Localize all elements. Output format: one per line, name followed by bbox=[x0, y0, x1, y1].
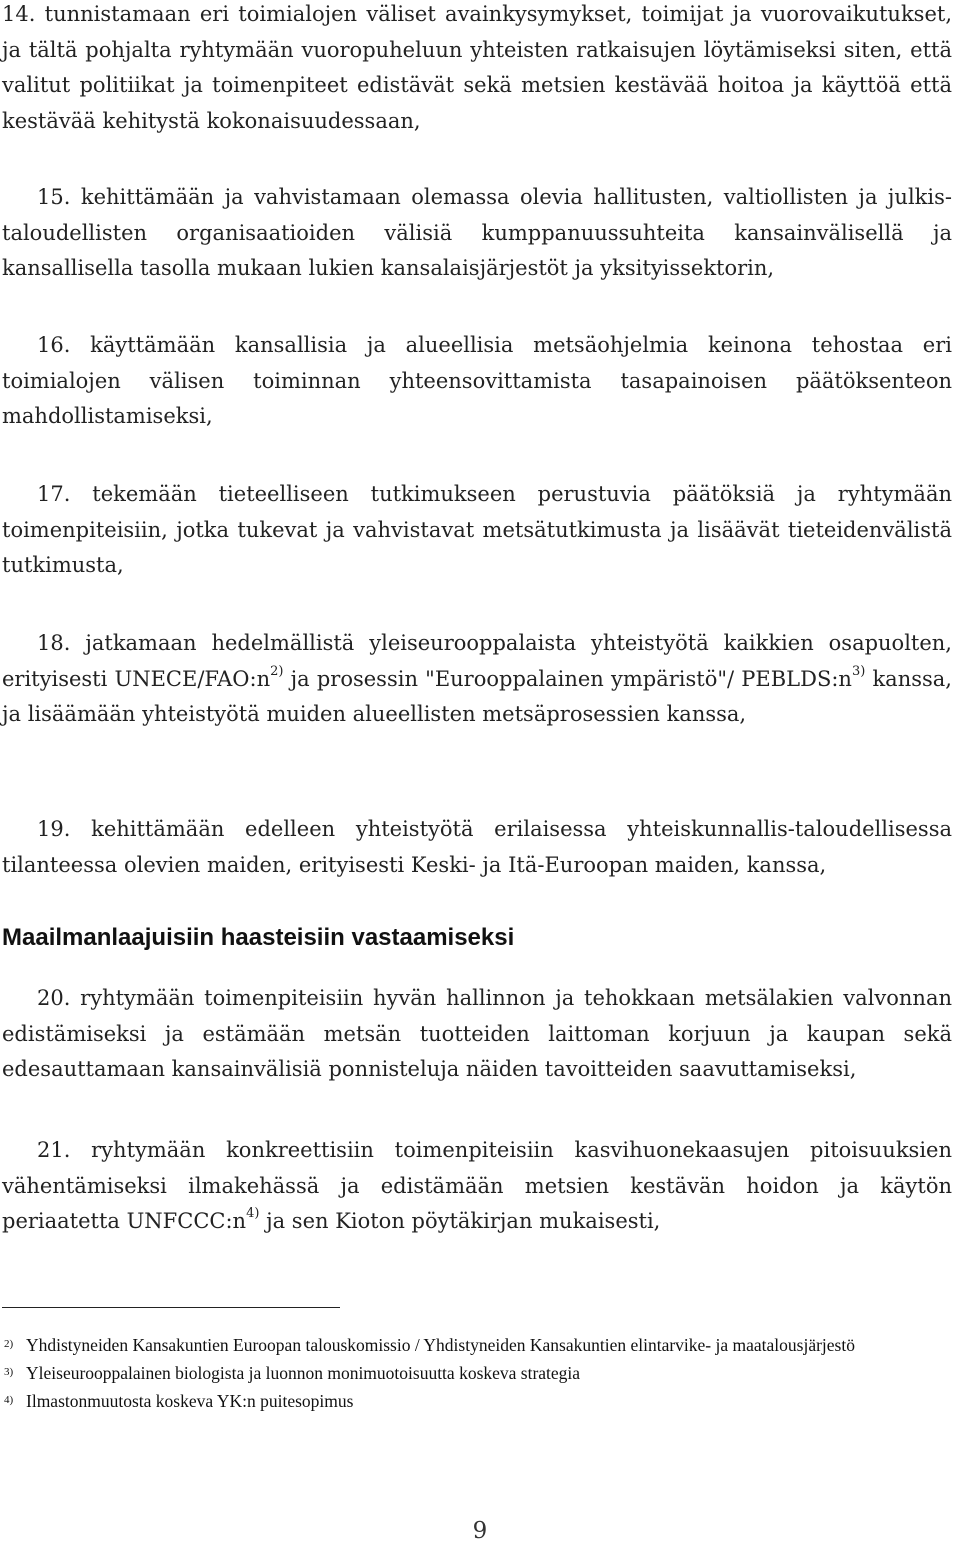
paragraph-text: jatkamaan hedelmällistä yleiseurooppalaista yhteistyötä kaikkien osapuolten, erityisesti UNECE/FAO:n bbox=[2, 631, 952, 691]
footnote-text: Ilmastonmuutosta koskeva YK:n puitesopimus bbox=[26, 1391, 354, 1411]
section-heading: Maailmanlaajuisiin haasteisiin vastaamiseksi bbox=[2, 924, 515, 951]
paragraph-text: ja sen Kioton pöytäkirjan mukaisesti, bbox=[259, 1209, 661, 1233]
footnote-text: Yhdistyneiden Kansakuntien Euroopan talouskomissio / Yhdistyneiden Kansakuntien elintarvike- ja maatalousjärjestö bbox=[26, 1335, 855, 1355]
footnote-mark: 4) bbox=[4, 1394, 14, 1406]
footnote-item bbox=[4, 1361, 958, 1389]
paragraph-number: 16. bbox=[37, 333, 71, 357]
footnote-reference: 3) bbox=[851, 663, 866, 679]
page-number: 9 bbox=[472, 1518, 488, 1544]
paragraph-text: kehittämään ja vahvistamaan olemassa olevia hallitusten, valtiollisten ja julkis-taloudellisten organisaatioiden välisiä kumppanuussuhteita kansainvälisellä ja kansallisella tasolla mukaan lukien kansalaisjärjestöt ja yksityissektorin, bbox=[2, 185, 952, 280]
footnote-reference: 2) bbox=[270, 663, 284, 679]
paragraph-text: ryhtymään konkreettisiin toimenpiteisiin kasvihuonekaasujen pitoisuuksien vähentämiseksi ilmakehässä ja edistämään metsien kestävän hoidon ja käytön periaatetta UNFCCC:n bbox=[2, 1138, 952, 1233]
paragraph-number: 20. bbox=[37, 986, 71, 1010]
paragraph-text: kehittämään edelleen yhteistyötä erilaisessa yhteiskunnallis-taloudellisessa tilanteessa olevien maiden, erityisesti Keski- ja Itä-Euroopan maiden, kanssa, bbox=[2, 817, 952, 877]
paragraph-text: tekemään tieteelliseen tutkimukseen perustuvia päätöksiä ja ryhtymään toimenpiteisiin, jotka tukevat ja vahvistavat metsätutkimusta ja lisäävät tieteidenvälistä tutkimusta, bbox=[2, 482, 952, 577]
footnote-reference: 4) bbox=[246, 1206, 260, 1221]
paragraph-14 bbox=[2, 0, 952, 139]
paragraph-21 bbox=[2, 1133, 952, 1240]
paragraph-number: 17. bbox=[37, 482, 71, 506]
paragraph-text: tunnistamaan eri toimialojen väliset avainkysymykset, toimijat ja vuorovaikutukset, ja tältä pohjalta ryhtymään vuoropuheluun yhteisten ratkaisujen löytämiseksi siten, että valitut politiikat ja toimenpiteet edistävät sekä metsien kestävää hoitoa ja käyttöä että kestävää kehitystä kokonaisuudessaan, bbox=[2, 2, 952, 133]
paragraph-number: 15. bbox=[37, 185, 71, 209]
paragraph-17 bbox=[2, 477, 952, 584]
paragraph-text: ryhtymään toimenpiteisiin hyvän hallinnon ja tehokkaan metsälakien valvonnan edistämiseksi ja estämään metsän tuotteiden laittoman korjuun ja kaupan sekä edesauttamaan kansainvälisiä ponnisteluja näiden tavoitteiden saavuttamiseksi, bbox=[2, 986, 952, 1081]
paragraph-number: 18. bbox=[37, 631, 71, 655]
paragraph-text: käyttämään kansallisia ja alueellisia metsäohjelmia keinona tehostaa eri toimialojen välisen toiminnan yhteensovittamista tasapainoisen päätöksenteon mahdollistamiseksi, bbox=[2, 333, 952, 428]
footnote-separator bbox=[2, 1307, 340, 1308]
paragraph-text: ja prosessin "Eurooppalainen ympäristö"/ PEBLDS:n bbox=[283, 666, 852, 691]
paragraph-19 bbox=[2, 812, 952, 883]
footnote-item bbox=[4, 1333, 958, 1361]
paragraph-number: 19. bbox=[37, 817, 71, 841]
footnote-item bbox=[4, 1389, 958, 1417]
paragraph-15 bbox=[2, 180, 952, 287]
paragraph-20 bbox=[2, 981, 952, 1088]
paragraph-18 bbox=[2, 626, 952, 733]
footnote-mark: 3) bbox=[4, 1366, 14, 1378]
footnote-mark: 2) bbox=[4, 1338, 14, 1350]
footnotes bbox=[4, 1333, 958, 1417]
paragraph-16 bbox=[2, 328, 952, 435]
footnote-text: Yleiseurooppalainen biologista ja luonnon monimuotoisuutta koskeva strategia bbox=[26, 1363, 581, 1383]
paragraph-text: kanssa, ja lisäämään yhteistyötä muiden alueellisten metsäprosessien kanssa, bbox=[2, 666, 952, 726]
paragraph-number: 21. bbox=[37, 1138, 71, 1162]
paragraph-number: 14. bbox=[2, 2, 36, 26]
